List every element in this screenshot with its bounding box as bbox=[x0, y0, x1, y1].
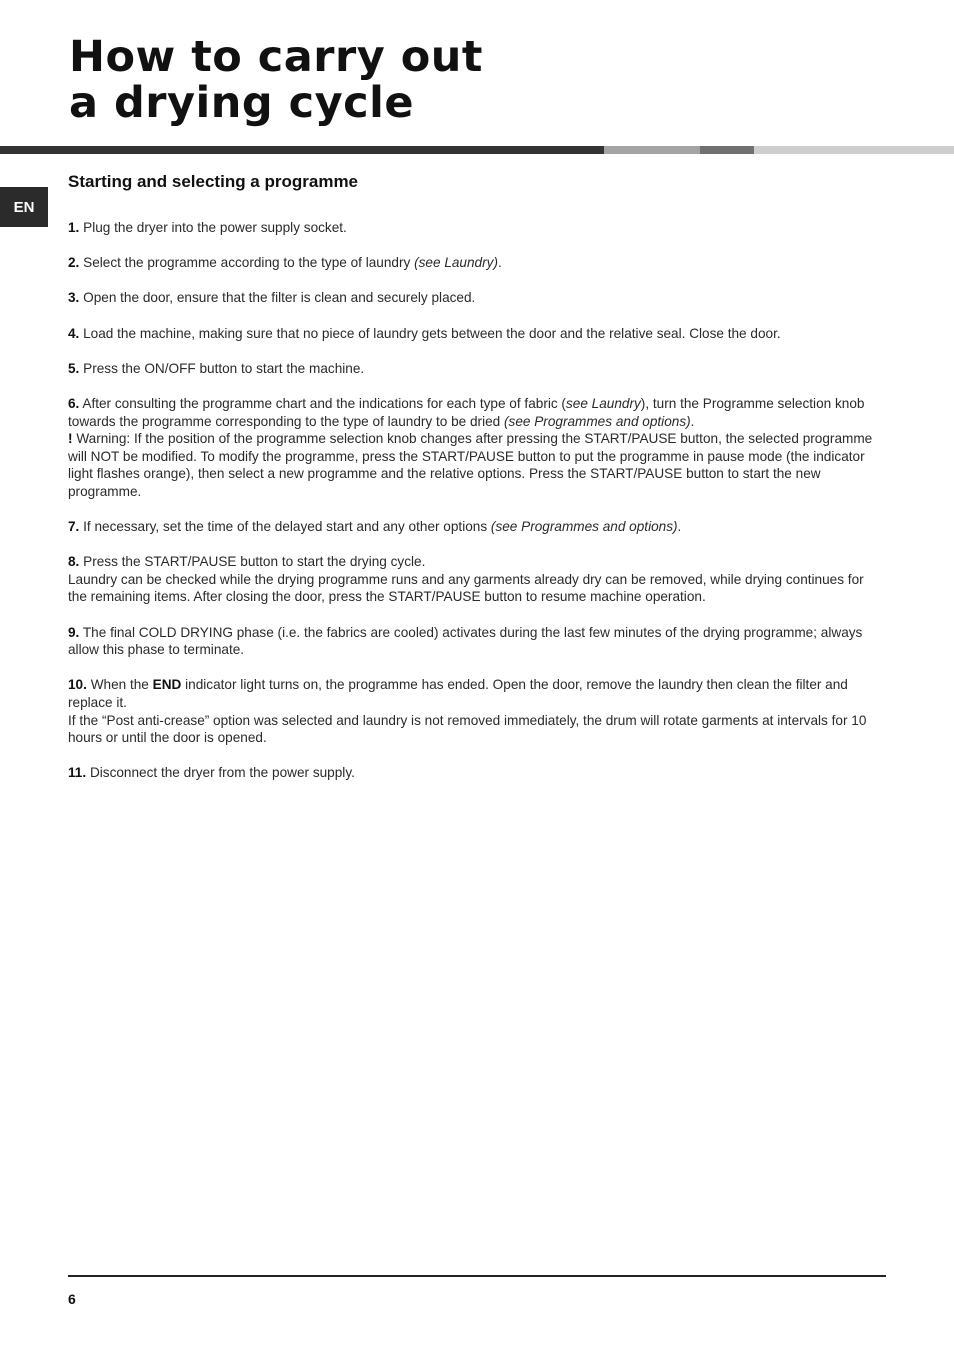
step-number: 8. bbox=[68, 554, 80, 570]
step-4 bbox=[68, 325, 886, 343]
step-11 bbox=[68, 764, 886, 782]
page-title bbox=[69, 34, 483, 126]
step-text: After consulting the programme chart and the indications for each type of fabric ( bbox=[82, 395, 566, 411]
divider-segment-dark bbox=[0, 146, 604, 154]
step-text: When the bbox=[90, 677, 153, 693]
step-number: 10. bbox=[68, 677, 87, 693]
step-text: Select the programme according to the type of laundry bbox=[83, 255, 415, 271]
step-number: 1. bbox=[68, 220, 80, 235]
step-text: The final COLD DRYING phase (i.e. the fabrics are cooled) activates during the last few minutes of the drying programme; always allow this phase to terminate. bbox=[68, 624, 863, 658]
cross-reference: (see Programmes and options) bbox=[490, 519, 678, 535]
step-number: 9. bbox=[68, 624, 80, 640]
cross-reference: (see Laundry) bbox=[414, 255, 498, 271]
step-number: 11. bbox=[68, 765, 87, 781]
warning-icon: ! bbox=[68, 431, 73, 447]
step-text: Press the ON/OFF button to start the machine. bbox=[83, 360, 365, 376]
step-text: Load the machine, making sure that no piece of laundry gets between the door and the relative seal. Close the door. bbox=[83, 325, 781, 341]
step-10 bbox=[68, 676, 886, 746]
step-7 bbox=[68, 518, 886, 536]
step-text-end: . bbox=[497, 255, 502, 271]
step-5 bbox=[68, 360, 886, 378]
warning-text: Warning: If the position of the programme selection knob changes after pressing the START/PAUSE button, the selected programme will NOT be modified. To modify the programme, press the START/PAUSE button to put the programme in pause mode (the indicator light flashes orange), then select a new programme and the relative options. Press the START/PAUSE button to start the new programme. bbox=[68, 431, 873, 499]
steps-list bbox=[68, 219, 886, 800]
step-text-continued: ), turn the Programme selection knob towards the programme corresponding to the type of laundry to be dried bbox=[68, 395, 865, 429]
step-note: If the “Post anti-crease” option was selected and laundry is not removed immediately, the drum will rotate garments at intervals for 10 hours or until the door is opened. bbox=[68, 712, 867, 746]
page-title-line-1: How to carry out bbox=[69, 32, 483, 82]
step-8 bbox=[68, 553, 886, 606]
end-indicator-label: END bbox=[152, 677, 182, 693]
cross-reference: (see Programmes and options) bbox=[504, 413, 691, 429]
cross-reference: see Laundry bbox=[565, 395, 641, 411]
step-text: Open the door, ensure that the filter is clean and securely placed. bbox=[83, 290, 476, 306]
page-title-line-2: a drying cycle bbox=[69, 78, 415, 128]
step-text: Plug the dryer into the power supply socket. bbox=[83, 220, 347, 235]
step-number: 3. bbox=[68, 290, 80, 306]
divider-segment-mid bbox=[604, 146, 700, 154]
step-1 bbox=[68, 219, 886, 237]
section-heading: Starting and selecting a programme bbox=[68, 172, 359, 191]
step-number: 6. bbox=[68, 395, 80, 411]
step-number: 4. bbox=[68, 325, 80, 341]
step-text: If necessary, set the time of the delayed start and any other options bbox=[83, 519, 491, 535]
step-3 bbox=[68, 289, 886, 307]
language-tab: EN bbox=[0, 187, 48, 227]
page-number: 6 bbox=[68, 1291, 76, 1307]
step-text-continued: indicator light turns on, the programme has ended. Open the door, remove the laundry then clean the filter and replace it. bbox=[68, 677, 848, 711]
step-text: Disconnect the dryer from the power supply. bbox=[89, 765, 355, 781]
step-note: Laundry can be checked while the drying programme runs and any garments already dry can be removed, while drying continues for the remaining items. After closing the door, press the START/PAUSE button to resume machine operation. bbox=[68, 571, 864, 605]
divider-segment-light bbox=[754, 146, 954, 154]
step-text-end: . bbox=[677, 519, 682, 535]
step-2 bbox=[68, 254, 886, 272]
step-6 bbox=[68, 395, 886, 501]
footer-divider bbox=[68, 1275, 886, 1277]
step-text-end: . bbox=[690, 413, 695, 429]
step-number: 5. bbox=[68, 360, 80, 376]
step-9 bbox=[68, 624, 886, 659]
step-number: 2. bbox=[68, 255, 80, 271]
divider-segment-accent bbox=[700, 146, 754, 154]
step-text: Press the START/PAUSE button to start the drying cycle. bbox=[83, 554, 426, 570]
step-number: 7. bbox=[68, 519, 80, 535]
